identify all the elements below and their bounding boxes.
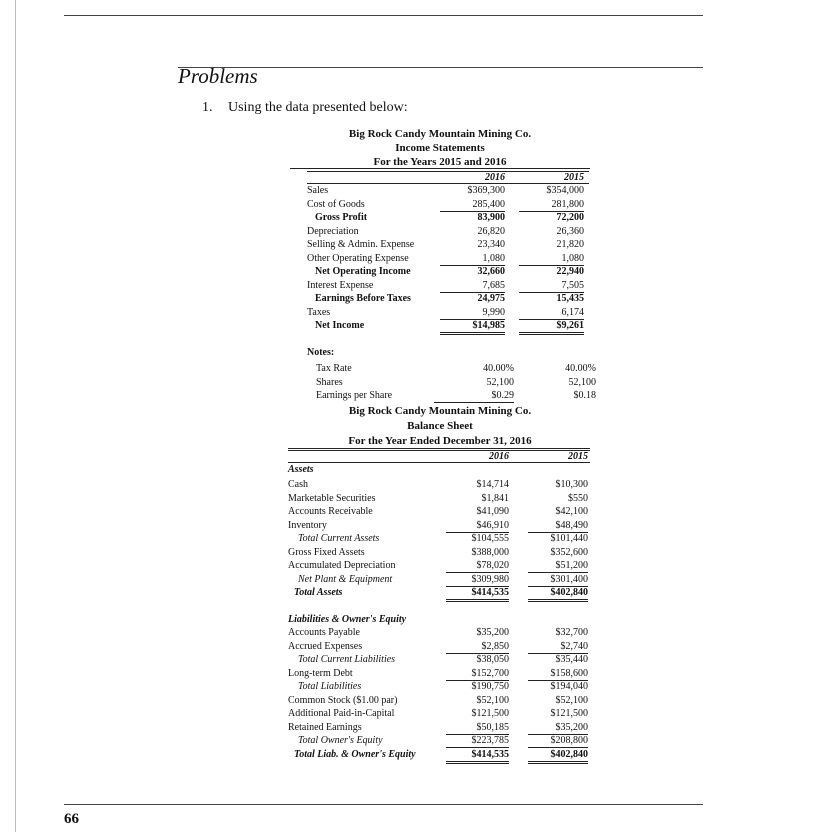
liability-row-label: Accounts Payable xyxy=(288,627,360,638)
liability-row xyxy=(288,640,590,653)
top-rule xyxy=(64,15,703,16)
liability-row-value-2016: $190,750 xyxy=(471,681,509,692)
asset-row-label: Cash xyxy=(288,479,308,490)
income-row-value-2016: 9,990 xyxy=(440,306,505,320)
income-row-label: Other Operating Expense xyxy=(307,252,409,264)
liability-row-label: Total Liab. & Owner's Equity xyxy=(294,748,416,760)
income-row xyxy=(307,265,589,278)
income-row xyxy=(307,238,589,251)
liability-row-label: Long-term Debt xyxy=(288,667,353,679)
notes-row-value-2015: 52,100 xyxy=(568,376,596,388)
income-row-value-2015: 22,940 xyxy=(556,266,584,277)
liability-row-value-2016: $52,100 xyxy=(476,694,509,706)
liability-row-value-2016: $152,700 xyxy=(446,667,509,681)
liability-row xyxy=(288,680,590,693)
asset-row-value-2015: $48,490 xyxy=(528,519,588,533)
notes-row-label: Earnings per Share xyxy=(316,390,393,401)
balance-column-header xyxy=(288,450,590,463)
asset-row xyxy=(288,519,590,532)
notes-row xyxy=(316,362,596,375)
liability-row xyxy=(288,653,590,666)
problem-text: Using the data presented below: xyxy=(228,100,408,115)
asset-row xyxy=(288,559,590,572)
asset-row xyxy=(288,586,590,599)
income-row-value-2015: 15,435 xyxy=(556,293,584,304)
section-title: Problems xyxy=(178,64,258,88)
asset-row-value-2015: $550 xyxy=(568,492,588,504)
asset-row-value-2016: $78,020 xyxy=(446,559,509,573)
asset-row-label: Total Current Assets xyxy=(298,533,380,544)
income-row xyxy=(307,279,589,292)
income-row-value-2016: 1,080 xyxy=(440,252,505,266)
income-row-value-2015: 21,820 xyxy=(556,239,584,250)
liability-row-value-2015: $52,100 xyxy=(555,694,588,706)
notes-title: Notes: xyxy=(307,347,335,358)
income-row-value-2016: 7,685 xyxy=(440,279,505,293)
asset-row-label: Net Plant & Equipment xyxy=(298,573,393,585)
liability-row-label: Accrued Expenses xyxy=(288,640,363,652)
income-row-label: Earnings Before Taxes xyxy=(315,293,411,304)
income-column-header xyxy=(307,171,589,184)
asset-row-value-2016: $414,535 xyxy=(446,586,509,602)
liability-row-value-2016: $35,200 xyxy=(476,627,509,638)
asset-row-value-2015: $402,840 xyxy=(528,586,588,602)
income-row-label: Taxes xyxy=(307,306,331,318)
asset-row-label: Inventory xyxy=(288,519,327,531)
liability-row-value-2016: $38,050 xyxy=(476,654,509,665)
liability-row xyxy=(288,694,590,707)
liability-row xyxy=(288,721,590,734)
asset-row-value-2016: $309,980 xyxy=(446,573,509,587)
income-row xyxy=(307,184,589,197)
income-row-label: Depreciation xyxy=(307,225,359,237)
asset-row-value-2016: $46,910 xyxy=(446,519,509,533)
asset-row-value-2016: $1,841 xyxy=(481,492,509,504)
income-row-value-2015: 7,505 xyxy=(519,279,584,293)
income-row-value-2015: 6,174 xyxy=(519,306,584,320)
balance-col-2015: 2015 xyxy=(568,451,588,462)
liability-row xyxy=(288,748,590,761)
asset-row xyxy=(288,546,590,559)
liability-row-value-2015: $35,440 xyxy=(555,654,588,665)
notes-row-value-2016: 40.00% xyxy=(483,363,514,374)
notes-row-value-2015: $0.18 xyxy=(573,390,596,401)
liability-row-value-2015: $2,740 xyxy=(528,640,588,654)
income-row-label: Net Income xyxy=(315,320,365,331)
liability-row-value-2015: $402,840 xyxy=(528,748,588,764)
liability-row-label: Common Stock ($1.00 par) xyxy=(288,694,398,706)
income-col-2016: 2016 xyxy=(485,172,505,183)
notes-row-label: Shares xyxy=(316,376,343,388)
income-row-value-2015: 26,360 xyxy=(556,225,584,237)
asset-row xyxy=(288,505,590,518)
income-row-label: Gross Profit xyxy=(315,212,368,223)
income-row-label: Net Operating Income xyxy=(315,266,411,277)
income-row xyxy=(307,292,589,305)
income-row xyxy=(307,225,589,238)
liability-row-label: Total Owner's Equity xyxy=(298,735,383,746)
income-row-label: Cost of Goods xyxy=(307,198,365,210)
asset-row-value-2016: $104,555 xyxy=(471,533,509,544)
liability-row xyxy=(288,734,590,747)
balance-company: Big Rock Candy Mountain Mining Co. xyxy=(348,405,532,417)
asset-row-value-2015: $10,300 xyxy=(555,479,588,490)
liability-row-value-2015: $194,040 xyxy=(550,681,588,692)
asset-row-label: Accounts Receivable xyxy=(288,506,373,517)
asset-row xyxy=(288,573,590,586)
income-row-value-2015: 72,200 xyxy=(556,212,584,223)
asset-row-value-2015: $352,600 xyxy=(550,546,588,558)
liability-row-value-2015: $35,200 xyxy=(528,721,588,735)
liability-row-value-2015: $158,600 xyxy=(528,667,588,681)
asset-row-value-2015: $51,200 xyxy=(528,559,588,573)
income-row-value-2015: 281,800 xyxy=(519,198,584,212)
liability-row-value-2015: $32,700 xyxy=(555,627,588,638)
income-row xyxy=(307,252,589,265)
balance-period: For the Year Ended December 31, 2016 xyxy=(348,435,532,447)
income-period: For the Years 2015 and 2016 xyxy=(290,156,590,169)
notes-row xyxy=(316,389,596,402)
income-row-label: Sales xyxy=(307,185,329,196)
income-row-label: Selling & Admin. Expense xyxy=(307,239,415,250)
income-row-value-2016: $369,300 xyxy=(467,185,505,196)
asset-row-label: Gross Fixed Assets xyxy=(288,546,365,558)
income-row-value-2016: 285,400 xyxy=(440,198,505,212)
asset-row-value-2015: $42,100 xyxy=(555,506,588,517)
liability-row-value-2016: $50,185 xyxy=(446,721,509,735)
liability-row-value-2015: $208,800 xyxy=(528,734,588,748)
income-row xyxy=(307,198,589,211)
income-row-value-2016: 26,820 xyxy=(477,225,505,237)
balance-col-2016: 2016 xyxy=(489,451,509,462)
income-row-value-2016: 83,900 xyxy=(477,212,505,223)
notes-row-value-2016: $0.29 xyxy=(434,389,514,403)
notes-row xyxy=(316,376,596,389)
asset-row xyxy=(288,478,590,491)
income-col-2015: 2015 xyxy=(564,172,584,183)
asset-row-value-2015: $301,400 xyxy=(528,573,588,587)
income-company: Big Rock Candy Mountain Mining Co. xyxy=(348,128,532,140)
income-row-value-2016: $14,985 xyxy=(440,319,505,335)
footer-rule xyxy=(64,804,703,805)
page-left-edge xyxy=(15,0,16,832)
asset-row-label: Marketable Securities xyxy=(288,492,376,504)
liabilities-header: Liabilities & Owner's Equity xyxy=(288,614,407,625)
income-row-value-2015: 1,080 xyxy=(519,252,584,266)
income-row-label: Interest Expense xyxy=(307,279,374,291)
asset-row xyxy=(288,532,590,545)
problem-prompt xyxy=(202,100,408,116)
assets-header: Assets xyxy=(288,464,314,475)
income-row xyxy=(307,319,589,332)
income-row-value-2015: $9,261 xyxy=(519,319,584,335)
income-row-value-2016: 24,975 xyxy=(477,293,505,304)
notes-row-value-2015: 40.00% xyxy=(565,363,596,374)
liability-row-label: Additional Paid-in-Capital xyxy=(288,708,395,719)
asset-row-value-2015: $101,440 xyxy=(550,533,588,544)
balance-title: Balance Sheet xyxy=(407,420,473,432)
liability-row-value-2016: $121,500 xyxy=(471,708,509,719)
liability-row xyxy=(288,626,590,639)
asset-row-label: Accumulated Depreciation xyxy=(288,560,396,571)
asset-row-value-2016: $388,000 xyxy=(471,546,509,558)
liability-row xyxy=(288,667,590,680)
liability-row xyxy=(288,707,590,720)
income-row-value-2015: $354,000 xyxy=(546,185,584,196)
income-row xyxy=(307,211,589,224)
liability-row-value-2016: $223,785 xyxy=(446,734,509,748)
liability-row-label: Retained Earnings xyxy=(288,721,362,733)
income-row-value-2016: 32,660 xyxy=(477,266,505,277)
liability-row-value-2016: $2,850 xyxy=(446,640,509,654)
asset-row xyxy=(288,492,590,505)
liability-row-label: Total Current Liabilities xyxy=(298,654,396,665)
problem-number: 1. xyxy=(202,100,213,115)
liability-row-value-2016: $414,535 xyxy=(446,748,509,764)
income-row xyxy=(307,306,589,319)
income-row-value-2016: 23,340 xyxy=(477,239,505,250)
asset-row-value-2016: $14,714 xyxy=(476,479,509,490)
asset-row-value-2016: $41,090 xyxy=(476,506,509,517)
page-number: 66 xyxy=(64,811,79,827)
notes-row-label: Tax Rate xyxy=(316,363,352,374)
liability-row-label: Total Liabilities xyxy=(298,681,362,692)
notes-row-value-2016: 52,100 xyxy=(486,376,514,388)
liability-row-value-2015: $121,500 xyxy=(550,708,588,719)
asset-row-label: Total Assets xyxy=(294,587,343,598)
balance-period-rule xyxy=(288,448,590,449)
income-title: Income Statements xyxy=(395,142,485,154)
